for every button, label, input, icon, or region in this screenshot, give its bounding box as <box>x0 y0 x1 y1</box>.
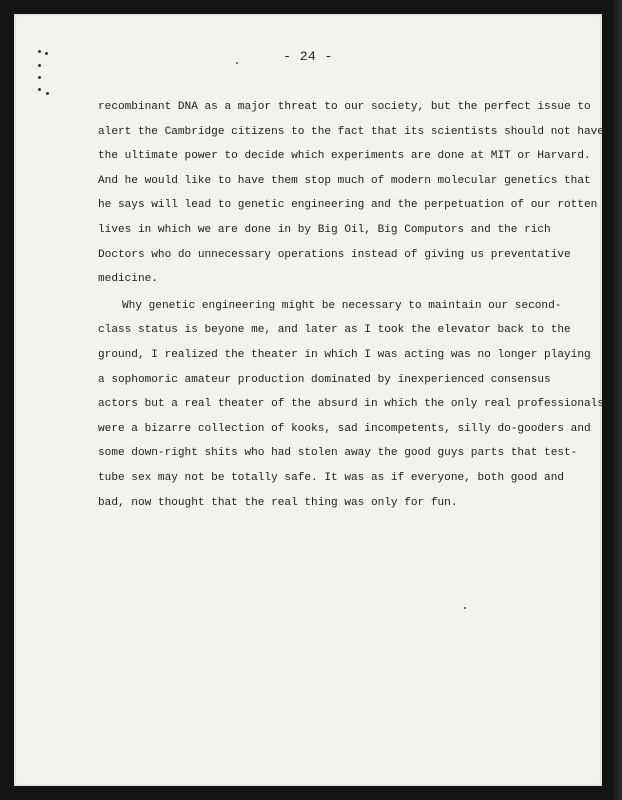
text-line: ground, I realized the theater in which I was acting was no longer playing <box>98 348 591 361</box>
text-line: tube sex may not be totally safe. It was as if everyone, both good and <box>98 471 565 484</box>
text-line: some down-right shits who had stolen away the good guys parts that test- <box>98 447 578 460</box>
text-line: lives in which we are done in by Big Oil, Big Computors and the rich <box>98 223 551 236</box>
scan-edge <box>614 0 622 800</box>
text-line: he says will lead to genetic engineering and the perpetuation of our rotten <box>98 199 598 212</box>
page-number: - 24 - <box>283 49 333 64</box>
text-line: were a bizarre collection of kooks, sad incompetents, silly do-gooders and <box>98 422 591 435</box>
paper-speck <box>464 607 466 609</box>
text-line: recombinant DNA as a major threat to our society, but the perfect issue to <box>98 101 591 113</box>
document-page <box>14 14 602 786</box>
text-line: alert the Cambridge citizens to the fact that its scientists should not have <box>98 125 604 138</box>
paragraph <box>98 294 604 515</box>
text-line: Why genetic engineering might be necessary to maintain our second- <box>122 299 562 312</box>
text-line: class status is beyone me, and later as I took the elevator back to the <box>98 324 571 337</box>
text-line: Doctors who do unnecessary operations instead of giving us preventative <box>98 248 571 261</box>
text-line: And he would like to have them stop much of modern molecular genetics that <box>98 174 591 187</box>
text-line: a sophomoric amateur production dominated by inexperienced consensus <box>98 373 551 386</box>
body-text <box>98 95 604 515</box>
text-line: bad, now thought that the real thing was only for fun. <box>98 496 458 509</box>
paragraph <box>98 95 604 292</box>
text-line: the ultimate power to decide which experiments are done at MIT or Harvard. <box>98 150 591 163</box>
text-line: actors but a real theater of the absurd in which the only real professionals <box>98 398 604 411</box>
text-line: medicine. <box>98 273 158 286</box>
